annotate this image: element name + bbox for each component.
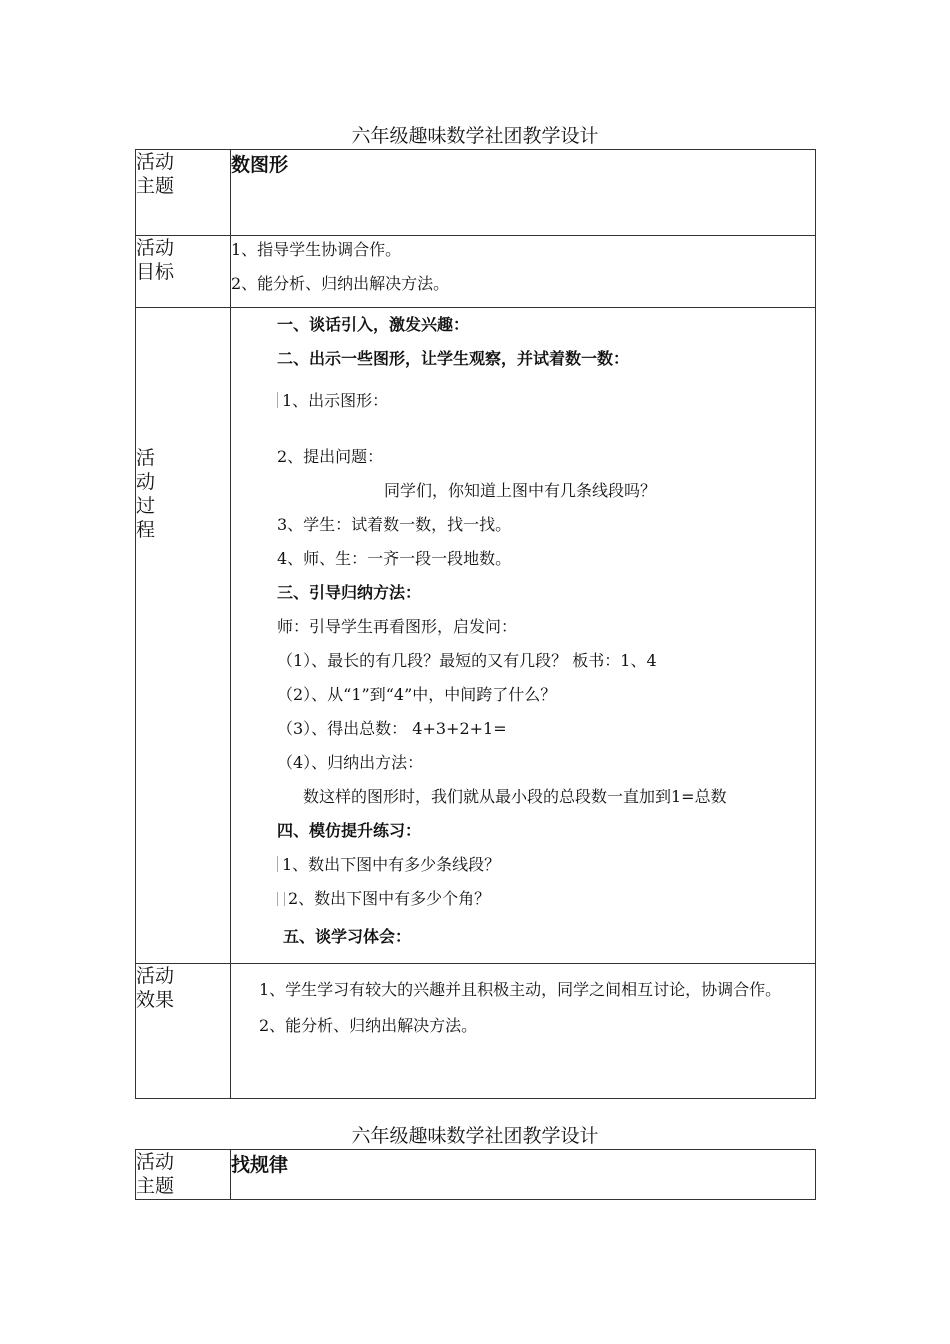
process-step <box>277 384 815 418</box>
theme-value-cell <box>231 1150 816 1200</box>
exercise-text: 1、数出下图中有多少条线段？ <box>282 855 501 874</box>
section-heading: 五、谈学习体会： <box>283 927 412 946</box>
process-step: （3）、得出总数： 4+3+2+1= <box>277 719 507 738</box>
lesson-plan-table <box>135 149 816 1099</box>
effect-label: 活动效果 <box>136 965 175 1011</box>
goal-item: 2、能分析、归纳出解决方法。 <box>231 274 450 293</box>
cursor-mark-icon <box>277 856 278 872</box>
process-step: （1）、最长的有几段？最短的又有几段？ 板书：1、4 <box>277 651 657 670</box>
goal-row <box>136 236 816 308</box>
goal-label: 活动目标 <box>136 237 175 283</box>
exercise-item <box>277 848 815 882</box>
process-row <box>136 308 816 964</box>
theme-row <box>136 1150 816 1200</box>
theme-value-cell <box>231 150 816 236</box>
method-summary: 数这样的图形时，我们就从最小段的总段数一直加到1=总数 <box>303 787 727 806</box>
section-heading: 一、谈话引入，激发兴趣： <box>277 315 470 334</box>
document-title: 六年级趣味数学社团教学设计 <box>351 125 599 147</box>
section-heading: 四、模仿提升练习： <box>277 821 422 840</box>
effect-row <box>136 964 816 1099</box>
process-step-text: 1、出示图形： <box>282 391 389 410</box>
effect-paragraph: 2、能分析、归纳出解决方法。 <box>259 1016 478 1035</box>
process-step: 2、提出问题： <box>277 447 384 466</box>
effect-paragraph: 1、学生学习有较大的兴趣并且积极主动，同学之间相互讨论，协调合作。 <box>259 980 782 999</box>
theme-row <box>136 150 816 236</box>
exercise-item <box>277 882 815 916</box>
goal-label-cell <box>136 236 231 308</box>
theme-label-cell <box>136 1150 231 1200</box>
goal-item: 1、指导学生协调合作。 <box>231 240 402 259</box>
process-step: 4、师、生：一齐一段一段地数。 <box>277 549 512 568</box>
theme-label-cell <box>136 150 231 236</box>
exercise-text: 2、数出下图中有多少个角？ <box>288 889 491 908</box>
process-label: 活动过程 <box>136 446 156 541</box>
section-heading: 二、出示一些图形，让学生观察，并试着数一数： <box>277 349 630 368</box>
effect-label-cell <box>136 964 231 1099</box>
section-heading: 三、引导归纳方法： <box>277 583 422 602</box>
theme-value: 数图形 <box>231 154 289 176</box>
process-step: 师：引导学生再看图形，启发问： <box>277 617 518 636</box>
question-text: 同学们，你知道上图中有几条线段吗？ <box>384 481 657 500</box>
process-step: （4）、归纳出方法： <box>277 753 424 772</box>
process-step: 3、学生：试着数一数，找一找。 <box>277 515 512 534</box>
cursor-mark-icon <box>277 392 278 408</box>
cursor-mark-icon <box>277 892 285 906</box>
document-title-2: 六年级趣味数学社团教学设计 <box>351 1125 599 1147</box>
goal-content-cell <box>231 236 816 308</box>
theme-label: 活动主题 <box>136 1151 175 1197</box>
theme-label: 活动主题 <box>136 151 175 197</box>
process-step: （2）、从“1”到“4”中，中间跨了什么？ <box>277 685 557 704</box>
process-label-cell <box>136 308 231 964</box>
theme-value: 找规律 <box>231 1154 289 1176</box>
lesson-plan-table-2 <box>135 1149 816 1200</box>
effect-content-cell <box>231 964 816 1099</box>
process-content-cell <box>231 308 816 964</box>
